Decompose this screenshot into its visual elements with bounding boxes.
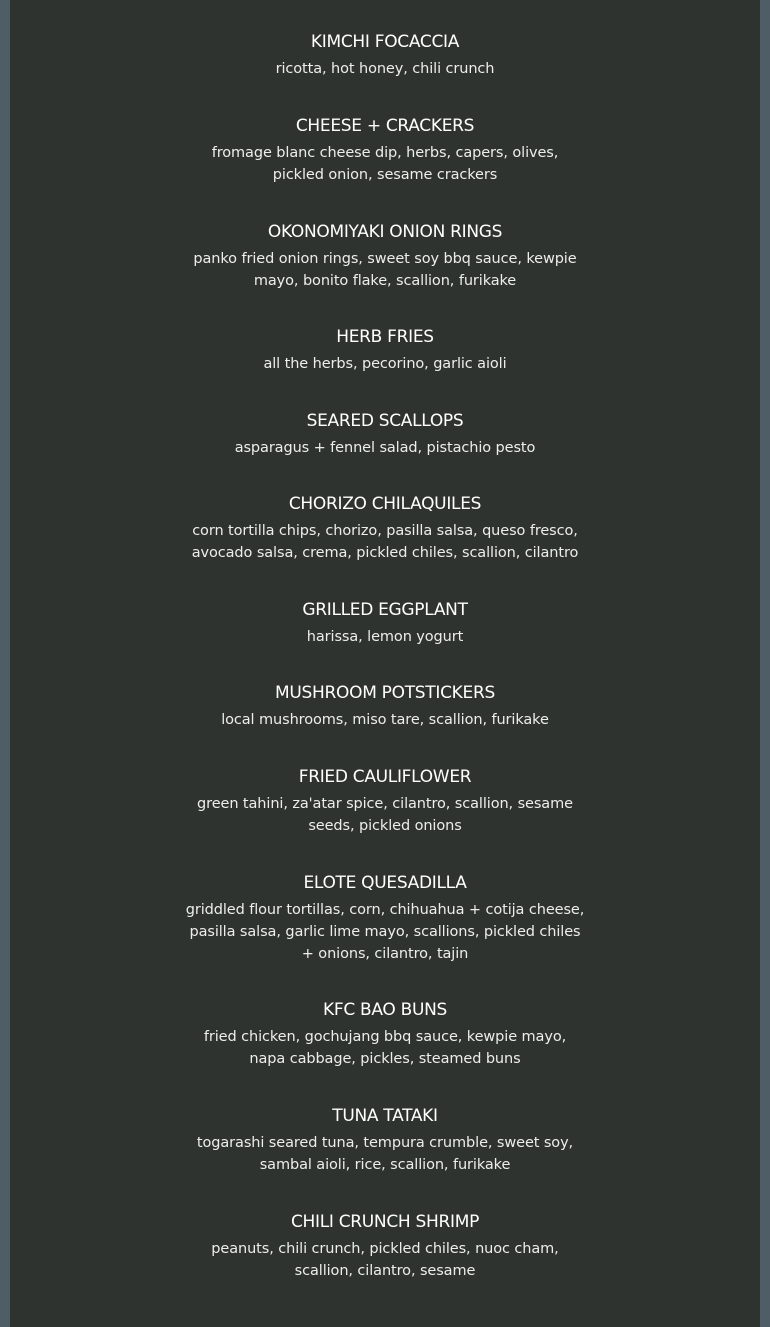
- menu-item: [10, 493, 760, 564]
- menu-item-description: [10, 58, 760, 80]
- menu-panel: [10, 0, 760, 1327]
- menu-item-name: GRILLED EGGPLANT: [302, 600, 468, 620]
- menu-item-description-line: harissa, lemon yogurt: [306, 629, 464, 645]
- menu-item-description-line: fried chicken, gochujang bbq sauce, kewpie mayo,: [203, 1029, 567, 1045]
- menu-item-name: MUSHROOM POTSTICKERS: [275, 683, 495, 703]
- menu-item-description-line: avocado salsa, crema, pickled chiles, scallion, cilantro: [191, 545, 579, 561]
- menu-item-name: KIMCHI FOCACCIA: [310, 32, 460, 52]
- menu-item-description-line: mayo, bonito flake, scallion, furikake: [253, 273, 517, 289]
- menu-item: [10, 410, 760, 459]
- menu-item-description-line: napa cabbage, pickles, steamed buns: [249, 1051, 521, 1067]
- menu-item-description: [10, 353, 760, 375]
- menu-item-name: KFC BAO BUNS: [323, 1000, 447, 1020]
- menu-item-description: [10, 142, 760, 186]
- menu-item-name: TUNA TATAKI: [332, 1106, 438, 1126]
- menu-item-description-line: scallion, cilantro, sesame: [294, 1263, 476, 1279]
- menu-item-name: SEARED SCALLOPS: [306, 411, 464, 431]
- menu-item-name: HERB FRIES: [336, 327, 434, 347]
- menu-item: [10, 221, 760, 292]
- menu-item-description: [10, 709, 760, 731]
- menu-item-description-line: green tahini, za'atar spice, cilantro, scallion, sesame: [197, 796, 573, 812]
- menu-item-description-line: asparagus + fennel salad, pistachio pesto: [234, 440, 536, 456]
- menu-item-description-line: ricotta, hot honey, chili crunch: [275, 61, 495, 77]
- menu-item: [10, 115, 760, 186]
- menu-item-description-line: corn tortilla chips, chorizo, pasilla salsa, queso fresco,: [192, 523, 578, 539]
- menu-item-name: OKONOMIYAKI ONION RINGS: [267, 222, 503, 242]
- menu-item-description: [10, 1132, 760, 1176]
- menu-item-description-line: + onions, cilantro, tajin: [301, 946, 469, 962]
- menu-item-name: FRIED CAULIFLOWER: [298, 767, 472, 787]
- menu-item-description: [10, 1026, 760, 1070]
- menu-item: [10, 872, 760, 965]
- menu-item: [10, 1105, 760, 1176]
- menu-item-description-line: panko fried onion rings, sweet soy bbq sauce, kewpie: [193, 251, 577, 267]
- menu-item-name: CHORIZO CHILAQUILES: [288, 494, 482, 514]
- menu-item-description-line: togarashi seared tuna, tempura crumble, sweet soy,: [196, 1135, 574, 1151]
- menu-item: [10, 599, 760, 648]
- menu-item-description-line: fromage blanc cheese dip, herbs, capers, olives,: [211, 145, 559, 161]
- menu-item-name: ELOTE QUESADILLA: [303, 873, 467, 893]
- menu-item-description-line: seeds, pickled onions: [308, 818, 462, 834]
- menu-item-description: [10, 1238, 760, 1282]
- menu-item-description-line: griddled flour tortillas, corn, chihuahua + cotija cheese,: [185, 902, 585, 918]
- menu-item-description: [10, 248, 760, 292]
- menu-item-description: [10, 437, 760, 459]
- menu-item-description: [10, 520, 760, 564]
- menu-item-description-line: pickled onion, sesame crackers: [272, 167, 498, 183]
- menu-item: [10, 682, 760, 731]
- menu-item-name: CHEESE + CRACKERS: [295, 116, 475, 136]
- menu-item: [10, 1211, 760, 1282]
- menu-item-description-line: all the herbs, pecorino, garlic aioli: [263, 356, 507, 372]
- menu-item-description-line: local mushrooms, miso tare, scallion, furikake: [221, 712, 549, 728]
- menu-item-description-line: sambal aioli, rice, scallion, furikake: [259, 1157, 511, 1173]
- menu-item: [10, 31, 760, 80]
- menu-item: [10, 766, 760, 837]
- menu-item-description-line: pasilla salsa, garlic lime mayo, scallions, pickled chiles: [189, 924, 581, 940]
- menu-item-description-line: peanuts, chili crunch, pickled chiles, nuoc cham,: [211, 1241, 559, 1257]
- menu-item: [10, 999, 760, 1070]
- menu-item-description: [10, 793, 760, 837]
- menu-item: [10, 326, 760, 375]
- menu-item-description: [10, 899, 760, 965]
- menu-item-description: [10, 626, 760, 648]
- menu-item-name: CHILI CRUNCH SHRIMP: [290, 1212, 480, 1232]
